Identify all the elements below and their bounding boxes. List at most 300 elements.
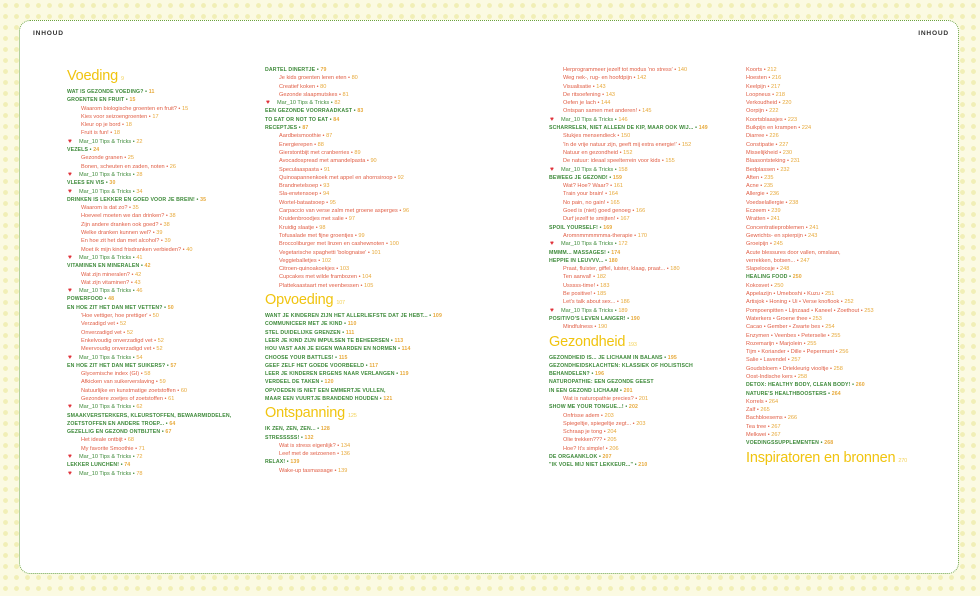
page-number: 196 — [595, 371, 605, 378]
page-number: 264 — [831, 390, 841, 397]
toc-entry-text: Loopneus — [746, 91, 771, 98]
toc-entry-text: ZOETSTOFFEN EN ANDERE TROEP... — [67, 420, 165, 427]
toc-entry: verrekken, botsen... • 247 — [746, 257, 810, 264]
toc-entry: Hoe? It's simple! • 206 — [563, 445, 619, 452]
toc-entry: Blaasontsteking • 231 — [746, 158, 800, 165]
toc-chapter-entry: HOU VAST AAN JE EIGEN WAARDEN EN NORMEN • 114 — [265, 346, 411, 353]
page-number: 232 — [780, 166, 790, 173]
toc-chapter-entry — [549, 362, 739, 370]
toc-chapter-entry: GEEF ZELF HET GOEDE VOORBEELD • 117 — [265, 362, 379, 369]
toc-entry-text: Mar_10 Tips & Tricks — [561, 116, 614, 123]
toc-entry: Concentratieproblemen • 241 — [746, 224, 819, 231]
page-number: 254 — [825, 324, 835, 331]
page-number: 89 — [354, 149, 361, 156]
toc-entry: Hoesten • 216 — [746, 75, 782, 82]
page-number: 270 — [898, 457, 907, 464]
section-title-text: Inspiratoren en bronnen — [746, 449, 896, 466]
toc-entry: Salie • Lavendel • 257 — [746, 357, 801, 364]
toc-tips-entry: ♥ Mar_10 Tips & Tricks • 34 — [68, 187, 143, 195]
toc-entry: Loopneus • 218 — [746, 91, 785, 98]
toc-column-2 — [265, 66, 505, 475]
page-number: 174 — [611, 249, 621, 256]
page-number: 220 — [782, 100, 792, 107]
page-number: 207 — [602, 454, 612, 461]
page-number: 253 — [864, 307, 874, 314]
toc-entry-text: Praat, fluister, giffel, luister, klaag, praat... — [563, 266, 666, 273]
page-number: 158 — [618, 166, 628, 173]
page-number: 93 — [323, 183, 330, 190]
toc-entry-text: VEZELS — [67, 147, 89, 154]
toc-entry-text: Ten aanval! — [563, 274, 592, 281]
page-number: 18 — [113, 130, 120, 137]
section-title-text: Ontspanning — [265, 405, 346, 422]
toc-entry-text: Zalf — [746, 407, 756, 414]
page-number: 267 — [771, 432, 781, 439]
toc-chapter-entry: COMMUNICEER MET JE KIND • 110 — [265, 321, 357, 328]
toc-entry-text: Mar_10 Tips & Tricks — [79, 288, 132, 295]
toc-entry: 'Hoe vettiger, hoe prettiger' • 50 — [81, 313, 159, 320]
toc-entry-text: SMAAKVERSTERKERS, KLEURSTOFFEN, BEWAARMIDDELEN, — [67, 412, 232, 419]
toc-entry-text: De ritsoefening — [563, 91, 601, 98]
toc-entry-text: Hoesten — [746, 75, 767, 82]
page-number: 117 — [369, 362, 379, 369]
toc-entry: Acne • 235 — [746, 183, 774, 190]
toc-entry: Oefen je lach • 144 — [563, 100, 611, 107]
page-number: 253 — [812, 315, 822, 322]
toc-entry: Wat? Hoe? Waar? • 161 — [563, 183, 624, 190]
page-number: 92 — [397, 174, 404, 181]
toc-chapter-entry: VITAMINEN EN MINERALEN • 42 — [67, 263, 151, 270]
page-number: 46 — [136, 288, 143, 295]
toc-chapter-entry: POWERFOOD • 48 — [67, 296, 115, 303]
toc-entry-text: GEEF ZELF HET GOEDE VOORBEELD — [265, 362, 365, 369]
toc-entry-text: Goed is (niet) goed genoeg — [563, 208, 631, 215]
page-number: 180 — [608, 257, 618, 264]
toc-entry: No pain, no gain! • 165 — [563, 199, 620, 206]
toc-entry-text: Acne — [746, 183, 759, 190]
toc-chapter-entry: GROENTEN EN FRUIT • 15 — [67, 97, 136, 104]
toc-entry-text: Herprogrammeer jezelf tot modus 'no stress' — [563, 67, 673, 73]
page-number: 149 — [698, 125, 708, 132]
page-number: 268 — [824, 440, 834, 447]
page-number: 48 — [108, 296, 115, 303]
toc-entry: Gezondere zoetjes of zoetstoffen • 61 — [81, 395, 175, 402]
page-number: 105 — [364, 282, 374, 289]
toc-entry: Moet ik mijn kind frisdranken verbieden? • 40 — [81, 246, 193, 253]
toc-chapter-entry: VERDEEL DE TAKEN • 120 — [265, 379, 334, 386]
toc-entry-text: Glycemische index (GI) — [81, 371, 140, 378]
toc-entry: Afkicken van suikerverslaving • 59 — [81, 379, 166, 386]
toc-entry-text: Rozemarijn • Marjolein — [746, 340, 803, 347]
page-number: 9 — [121, 76, 124, 82]
page-number: 245 — [773, 241, 783, 248]
page-number: 94 — [322, 191, 330, 198]
page-number: 139 — [337, 467, 348, 474]
page-number: 139 — [290, 459, 300, 466]
page-number: 195 — [667, 354, 677, 361]
page-number: 241 — [770, 216, 780, 223]
toc-entry — [746, 249, 956, 257]
page-number: 79 — [320, 67, 327, 73]
page-number: 104 — [362, 274, 372, 281]
heart-icon: ♥ — [68, 253, 72, 261]
toc-chapter-entry: MAAR EEN VUURTJE BRANDEND HOUDEN • 121 — [265, 395, 393, 402]
page-number: 226 — [769, 133, 779, 140]
page-number: 243 — [807, 232, 818, 239]
toc-entry-text: Fruit is fun! — [81, 130, 109, 137]
page-number: 72 — [136, 454, 143, 461]
page-number: 61 — [168, 395, 175, 402]
page-number: 143 — [596, 83, 606, 90]
toc-entry: Energierepen • 88 — [279, 141, 324, 148]
toc-chapter-entry: TO EAT OR NOT TO EAT • 84 — [265, 116, 340, 123]
page-number: 250 — [774, 282, 784, 289]
page-number: 121 — [383, 395, 393, 402]
toc-chapter-entry: HEPPIE IN LEUVVV... • 180 — [549, 257, 618, 264]
page-number: 58 — [144, 371, 151, 378]
toc-entry: Het ideale ontbijt • 68 — [81, 437, 134, 444]
toc-entry-text: Quinoapannenkoek met appel en ahornsiroop — [279, 174, 393, 181]
toc-entry-text: Wat zijn mineralen? — [81, 271, 130, 278]
page-number: 114 — [401, 346, 411, 353]
toc-tips-entry: ♥ Mar_10 Tips & Tricks • 62 — [68, 403, 143, 411]
toc-chapter-entry: LEER JE KIND ZIJN IMPULSEN TE BEHEERSEN • 113 — [265, 337, 404, 344]
toc-entry-text: Speculaaspasta — [279, 166, 319, 173]
toc-entry-text: Sla-erwtensoep — [279, 191, 318, 198]
page-number: 34 — [136, 188, 143, 195]
page-number: 250 — [792, 274, 802, 281]
toc-entry-text: VITAMINEN EN MINERALEN — [67, 263, 140, 270]
toc-entry-text: Verzadigd vet — [81, 321, 115, 328]
toc-entry-text: Mar_10 Tips & Tricks — [79, 470, 132, 477]
toc-entry: Wat zijn vitaminen? • 43 — [81, 279, 141, 286]
toc-entry: Gierstontbijt met cranberries • 89 — [279, 149, 361, 156]
toc-entry-text: De natuur: ideaal speelterrein voor kids — [563, 158, 661, 165]
toc-chapter-entry: VLEES EN VIS • 30 — [67, 180, 116, 187]
page-number: 239 — [771, 208, 781, 215]
toc-entry: Leef met de seizoenen • 136 — [279, 451, 351, 458]
page-number: 218 — [775, 91, 785, 98]
page-number: 241 — [809, 224, 819, 231]
toc-entry-text: Waterkers • Groene thee — [746, 315, 808, 322]
toc-entry-text: Gezonde slaapmutskes — [279, 91, 338, 98]
page-number: 100 — [389, 241, 399, 248]
toc-entry-text: Waarom is dat zo? — [81, 205, 128, 212]
heart-icon: ♥ — [68, 170, 72, 178]
page-number: 96 — [402, 208, 410, 215]
toc-entry-text: Koorts — [746, 67, 763, 73]
toc-entry: Wake-up tasmassage • 139 — [279, 467, 348, 474]
page-number: 128 — [320, 426, 330, 433]
page-number: 57 — [170, 362, 177, 369]
toc-entry-text: HEPPIE IN LEUVVV... — [549, 257, 604, 264]
page-number: 99 — [358, 232, 365, 239]
page-number: 257 — [791, 357, 801, 364]
header-right: INHOUD — [918, 30, 949, 37]
toc-entry-text: Cacao • Gember • Zwarte bes — [746, 324, 821, 331]
toc-tips-entry: ♥ Mar_10 Tips & Tricks • 28 — [68, 170, 143, 178]
heart-icon: ♥ — [68, 287, 72, 295]
page-number: 64 — [169, 420, 176, 427]
toc-chapter-entry: BEWEEG JE GEZOND! • 159 — [549, 174, 623, 181]
heart-icon: ♥ — [550, 115, 554, 123]
toc-entry-text: Mar_10 Tips & Tricks — [79, 354, 132, 361]
page-number: 80 — [351, 75, 358, 82]
toc-entry-text: Mar_10 Tips & Tricks — [277, 100, 330, 107]
toc-entry-text: RECEPTJES — [265, 125, 298, 132]
page-number: 248 — [780, 266, 790, 273]
page-number: 236 — [769, 191, 780, 198]
toc-entry-text: Onfrisse adem — [563, 412, 600, 419]
section-title-text: Gezondheid — [549, 333, 626, 350]
section-title — [265, 405, 505, 425]
page-number: 40 — [186, 246, 193, 253]
page-number: 98 — [319, 224, 326, 231]
toc-entry-text: Oost-Indische kers — [746, 373, 793, 380]
page-number: 81 — [342, 91, 349, 98]
page-number: 26 — [169, 163, 176, 170]
page-number: 251 — [824, 291, 835, 298]
toc-entry-text: Voedselallergie — [746, 199, 784, 206]
toc-entry-text: Vegetarische spaghetti 'bolognaise' — [279, 249, 367, 256]
toc-entry: Stukjes mensendieck • 150 — [563, 133, 631, 140]
toc-entry: Bonen, scheuten en zaden, noten • 26 — [81, 163, 176, 170]
toc-entry-text: Concentratieproblemen — [746, 224, 805, 231]
page-number: 193 — [628, 341, 637, 348]
toc-entry-text: Kruidenbroodjes met salie — [279, 216, 344, 223]
page-number: 136 — [340, 451, 351, 458]
toc-chapter-entry: SCHARRELEN, NIET ALLEEN DE KIP, MAAR OOK WIJ... • 149 — [549, 125, 708, 132]
page-number: 17 — [152, 113, 159, 120]
toc-entry-text: Afkicken van suikerverslaving — [81, 379, 155, 386]
toc-entry-text: Tofusalade met fijne groentjes — [279, 232, 354, 239]
toc-entry-text: LEKKER LUNCHEN! — [67, 462, 120, 469]
toc-entry: Be positive! • 185 — [563, 291, 607, 298]
toc-entry-text: NATUROPATHIE: EEN GEZONDE GEEST — [549, 379, 654, 386]
toc-entry: Fruit is fun! • 18 — [81, 130, 120, 137]
page-number: 25 — [127, 155, 134, 162]
page-number: 217 — [770, 83, 781, 90]
page-number: 212 — [767, 67, 777, 73]
toc-entry-text: WAT IS GEZONDE VOEDING? — [67, 89, 144, 95]
toc-entry-text: Let's talk about sex... — [563, 299, 616, 306]
toc-tips-entry: ♥ Mar_10 Tips & Tricks • 189 — [550, 306, 628, 314]
page-number: 62 — [136, 404, 143, 411]
page-number: 201 — [623, 387, 633, 394]
toc-entry: Let's talk about sex... • 186 — [563, 299, 630, 306]
toc-entry: Tea tree • 267 — [746, 423, 781, 430]
page-number: 115 — [338, 354, 348, 361]
page-number: 111 — [345, 329, 355, 336]
toc-entry-text: En hoe zit het dan met alcohol? — [81, 238, 160, 245]
toc-entry-text: Hoeveel moeten we dan drinken? — [81, 213, 165, 220]
toc-entry: Welke dranken kunnen wel? • 39 — [81, 230, 163, 237]
toc-tips-entry: ♥ Mar_10 Tips & Tricks • 72 — [68, 453, 143, 461]
page-number: 183 — [600, 282, 610, 289]
toc-entry: Je kids groenten leren eten • 80 — [279, 75, 358, 82]
toc-entry-text: STRESSSSS! — [265, 434, 300, 441]
toc-entry-text: Natuurlijke en kunstmatige zoetstoffen — [81, 387, 176, 394]
toc-entry: Citroen-quinoakoekjes • 103 — [279, 266, 350, 273]
toc-entry: Verzadigd vet • 52 — [81, 321, 127, 328]
toc-tips-entry: ♥ Mar_10 Tips & Tricks • 78 — [68, 469, 143, 477]
toc-entry-text: verrekken, botsen... — [746, 257, 796, 264]
toc-entry-text: Gierstontbijt met cranberries — [279, 149, 350, 156]
toc-entry-text: Waarom biologische groenten en fruit? — [81, 105, 177, 112]
toc-chapter-entry: HEALING FOOD • 250 — [746, 274, 802, 281]
toc-entry: Waterkers • Groene thee • 253 — [746, 315, 822, 322]
page-number: 144 — [601, 100, 611, 107]
toc-entry-text: IK ZEN, ZEN, ZEN... — [265, 426, 316, 433]
toc-entry: Aromnmmmmmma-therapie • 170 — [563, 232, 648, 239]
toc-chapter-entry: EN HOE ZIT HET DAN MET VETTEN? • 50 — [67, 304, 174, 311]
toc-entry-text: STEL DUIDELIJKE GRENZEN — [265, 329, 341, 336]
page-number: 132 — [304, 434, 314, 441]
section-title — [746, 450, 956, 470]
toc-chapter-entry: "IK VOEL MIJ NIET LEKKEUR..." • 210 — [549, 462, 648, 469]
toc-entry-text: Brandnetelsoep — [279, 183, 319, 190]
page-number: 264 — [768, 398, 779, 405]
toc-entry: 'In de vrije natuur zijn, geeft mij extra energie!' • 152 — [563, 141, 692, 148]
toc-entry-text: Mar_10 Tips & Tricks — [79, 404, 132, 411]
toc-entry: Durf jezelf te smijten! • 167 — [563, 216, 630, 223]
toc-entry: Mindfulness • 190 — [563, 324, 608, 331]
toc-entry-text: SCHARRELEN, NIET ALLEEN DE KIP, MAAR OOK WIJ... — [549, 125, 694, 132]
toc-entry-text: CHOOSE YOUR BATTLES! — [265, 354, 334, 361]
toc-entry: Creatief koken • 80 — [279, 83, 327, 90]
toc-entry-text: Mar_10 Tips & Tricks — [561, 166, 614, 173]
toc-entry-text: Goudsbloem • Driekleurig viooltje — [746, 365, 829, 372]
toc-entry-text: Keelpijn — [746, 83, 766, 90]
toc-entry-text: Wortel-bataatsoep — [279, 199, 325, 206]
toc-entry-text: Plattekaastaart met veenbessen — [279, 282, 359, 289]
page-number: 38 — [163, 221, 170, 228]
page-number: 95 — [329, 199, 336, 206]
toc-chapter-entry: LEER JE KINDEREN ERGENS NAAR VERLANGEN • 119 — [265, 371, 409, 378]
page-number: 230 — [782, 149, 793, 156]
toc-entry: Melkwei • 267 — [746, 432, 781, 439]
toc-entry-text: Het ideale ontbijt — [81, 437, 123, 444]
toc-entry-text: "IK VOEL MIJ NIET LEKKEUR..." — [549, 462, 634, 469]
page-number: 97 — [348, 216, 355, 223]
page-number: 30 — [109, 180, 116, 187]
toc-entry-text: LEER JE KIND ZIJN IMPULSEN TE BEHEERSEN — [265, 337, 390, 344]
page-number: 102 — [321, 257, 332, 264]
page-number: 204 — [607, 429, 617, 436]
toc-entry: Koortsblaasjes • 223 — [746, 116, 798, 123]
page-number: 110 — [347, 321, 357, 328]
toc-entry: Slapeloosje • 248 — [746, 266, 790, 273]
toc-entry-text: MMMM... MASSAGES! — [549, 249, 607, 256]
toc-entry: En hoe zit het dan met alcohol? • 39 — [81, 238, 171, 245]
toc-entry-text: Koortsblaasjes — [746, 116, 783, 123]
toc-entry-text: Gewrichts- en spierpijn — [746, 232, 803, 239]
toc-entry: Appelazijn • Umeboshi • Kuzu • 251 — [746, 291, 835, 298]
toc-entry-text: EN HOE ZIT HET DAN MET VETTEN? — [67, 304, 163, 311]
page-number: 201 — [638, 395, 649, 402]
heart-icon: ♥ — [550, 165, 554, 173]
toc-entry: Schraap je tong • 204 — [563, 429, 617, 436]
toc-entry: Ten aanval! • 182 — [563, 274, 607, 281]
page-number: 143 — [605, 91, 616, 98]
toc-entry: Gezonde slaapmutskes • 81 — [279, 91, 349, 98]
toc-entry-text: DARTEL DINERTJE — [265, 67, 316, 73]
page-number: 91 — [323, 166, 331, 173]
toc-entry: Avocadospread met amandelpasta • 90 — [279, 158, 377, 165]
toc-chapter-entry: STEL DUIDELIJKE GRENZEN • 111 — [265, 329, 355, 336]
page-number: 210 — [638, 462, 648, 469]
toc-entry-text: Train your brain! — [563, 191, 604, 198]
page-number: 35 — [200, 196, 207, 203]
toc-tips-entry: ♥ Mar_10 Tips & Tricks • 82 — [266, 99, 341, 107]
page-number: 255 — [807, 340, 817, 347]
page-number: 35 — [132, 205, 139, 212]
heart-icon: ♥ — [68, 453, 72, 461]
page-number: 87 — [302, 125, 309, 132]
page-number: 22 — [136, 138, 143, 145]
toc-entry-text: Energierepen — [279, 141, 313, 148]
toc-entry-text: GEZONDHEIDSKLACHTEN: KLASSIEK OF HOLISTISCH — [549, 362, 693, 369]
page-number: 71 — [138, 445, 145, 452]
page-number: 78 — [136, 470, 143, 477]
toc-entry-text: Spiegeltje, spiegeltje zegt... — [563, 420, 632, 427]
toc-entry-text: Olie trekken??? — [563, 437, 603, 444]
toc-entry: Vegetarische spaghetti 'bolognaise' • 101 — [279, 249, 381, 256]
toc-entry: Enzymen • Veenbes • Peterselie • 255 — [746, 332, 841, 339]
toc-entry-text: VLEES EN VIS — [67, 180, 105, 187]
toc-entry: Diarree • 226 — [746, 133, 779, 140]
toc-column-1 — [67, 66, 247, 478]
toc-entry-text: Mar_10 Tips & Tricks — [79, 254, 132, 261]
toc-entry-text: Blaasontsteking — [746, 158, 786, 165]
heart-icon: ♥ — [68, 469, 72, 477]
toc-entry-text: POWERFOOD — [67, 296, 103, 303]
toc-entry-text: Mar_10 Tips & Tricks — [79, 188, 132, 195]
page-number: 84 — [333, 116, 340, 123]
page-number: 74 — [124, 462, 131, 469]
toc-entry-text: EN HOE ZIT HET DAN MET SUIKERS? — [67, 362, 166, 369]
page-number: 190 — [597, 324, 608, 331]
toc-entry: Bedplassen • 232 — [746, 166, 790, 173]
page-number: 238 — [789, 199, 799, 206]
toc-entry: Train your brain! • 164 — [563, 191, 618, 198]
toc-entry: Wat zijn mineralen? • 42 — [81, 271, 142, 278]
page-number: 11 — [148, 89, 155, 95]
toc-entry: Pompoenpitten • Lijnzaad • Kaneel • Zoethout • 253 — [746, 307, 874, 314]
toc-entry: Kleur op je bord • 18 — [81, 122, 132, 129]
toc-entry: Eczeem • 239 — [746, 208, 781, 215]
toc-entry-text: Zijn andere dranken ook goed? — [81, 221, 159, 228]
toc-entry: Carpaccio van verse zalm met groene asperges • 96 — [279, 208, 410, 215]
page-number: 109 — [432, 313, 442, 320]
heart-icon: ♥ — [550, 306, 554, 314]
toc-tips-entry: ♥ Mar_10 Tips & Tricks • 54 — [68, 353, 143, 361]
toc-entry: Herprogrammeer jezelf tot modus 'no stress' • 140 — [563, 67, 688, 73]
page-number: 39 — [156, 230, 163, 237]
page-number: 252 — [844, 299, 854, 306]
page-number: 41 — [136, 254, 143, 261]
page-number: 68 — [127, 437, 134, 444]
toc-entry-text: Tijm • Koriander • Dille • Pepermunt — [746, 349, 835, 356]
toc-entry-text: COMMUNICEER MET JE KIND — [265, 321, 343, 328]
toc-entry-text: Bedplassen — [746, 166, 776, 173]
page-number: 159 — [612, 174, 623, 181]
toc-entry: Praat, fluister, giffel, luister, klaag, praat... • 180 — [563, 266, 680, 273]
page-number: 266 — [787, 415, 798, 422]
toc-entry: Tofusalade met fijne groentjes • 99 — [279, 232, 365, 239]
page-number: 54 — [136, 354, 143, 361]
toc-entry: Constipatie • 227 — [746, 141, 789, 148]
